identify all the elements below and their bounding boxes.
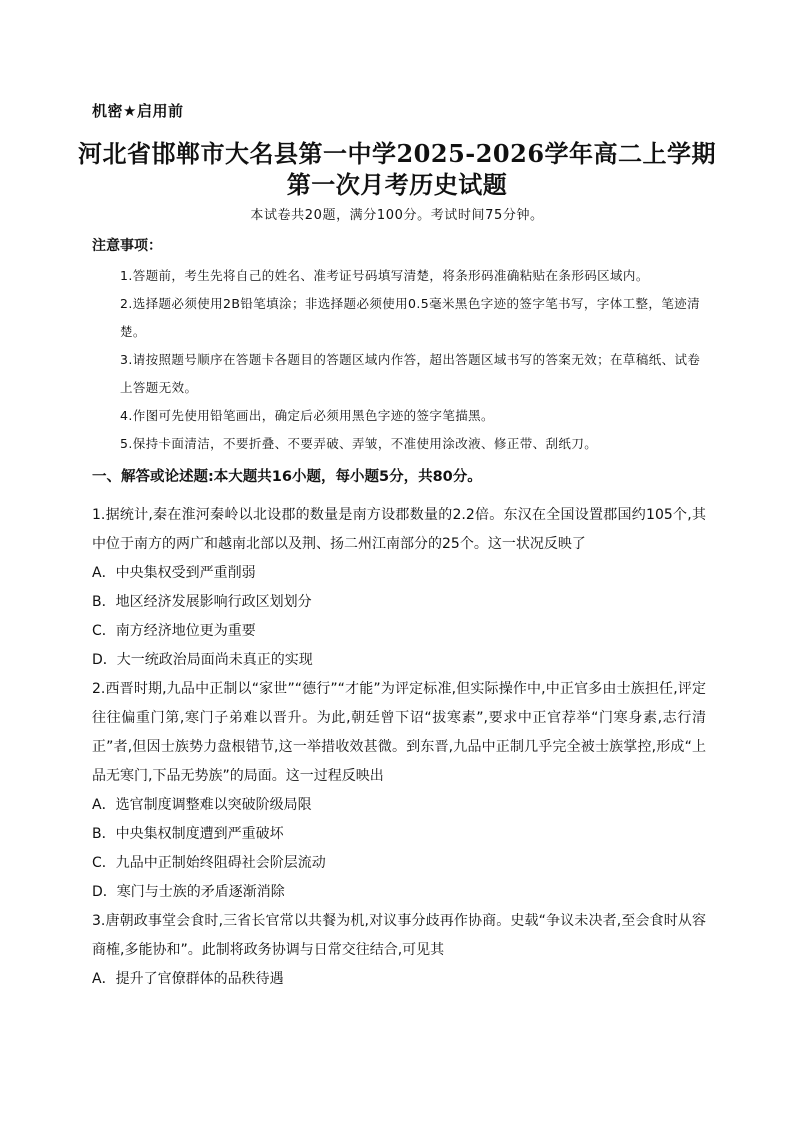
confidential-label: 机密★启用前 bbox=[92, 102, 184, 120]
question-stem: 3.唐朝政事堂会食时,三省长官常以共餐为机,对议事分歧再作协商。史载“争议未决者,至会食时从容商榷,多能协和”。此制将政务协调与日常交往结合,可见其 bbox=[92, 913, 706, 958]
option-d: D．大一统政治局面尚未真正的实现 bbox=[92, 652, 313, 668]
option-b: B．中央集权制度遭到严重破坏 bbox=[92, 826, 284, 842]
notice-item: 1.答题前，考生先将自己的姓名、准考证号码填写清楚，将条形码准确粘贴在条形码区域内。 bbox=[120, 268, 649, 283]
question-list bbox=[92, 501, 706, 994]
question-1 bbox=[92, 501, 706, 675]
exam-info: 本试卷共20题，满分100分。考试时间75分钟。 bbox=[250, 208, 544, 223]
exam-title-line2: 第一次月考历史试题 bbox=[286, 170, 508, 199]
notice-item: 3.请按照题号顺序在答题卡各题目的答题区域内作答，超出答题区域书写的答案无效；在草稿纸、试卷上答题无效。 bbox=[120, 352, 701, 395]
question-stem: 1.据统计,秦在淮河秦岭以北设郡的数量是南方设郡数量的2.2倍。东汉在全国设置郡国约105个,其中位于南方的两广和越南北部以及荆、扬二州江南部分的25个。这一状况反映了 bbox=[92, 507, 706, 552]
notice-list bbox=[120, 262, 703, 458]
option-b: B．地区经济发展影响行政区划划分 bbox=[92, 594, 312, 610]
question-2 bbox=[92, 675, 706, 907]
notice-item: 5.保持卡面清洁，不要折叠、不要弄破、弄皱，不准使用涂改液、修正带、刮纸刀。 bbox=[120, 436, 598, 451]
question-3 bbox=[92, 907, 706, 994]
notice-item: 2.选择题必须使用2B铅笔填涂；非选择题必须使用0.5毫米黑色字迹的签字笔书写，字体工整，笔迹清楚。 bbox=[120, 296, 701, 339]
option-c: C．南方经济地位更为重要 bbox=[92, 623, 256, 639]
notice-item: 4.作图可先使用铅笔画出，确定后必须用黑色字迹的签字笔描黑。 bbox=[120, 408, 494, 423]
section-heading: 一、解答或论述题:本大题共16小题，每小题5分，共80分。 bbox=[92, 469, 482, 485]
option-d: D．寒门与士族的矛盾逐渐消除 bbox=[92, 884, 285, 900]
option-a: A．提升了官僚群体的品秩待遇 bbox=[92, 971, 284, 987]
option-a: A．选官制度调整难以突破阶级局限 bbox=[92, 797, 312, 813]
exam-title-line1: 河北省邯郸市大名县第一中学2025-2026学年高二上学期 bbox=[77, 139, 717, 168]
option-a: A．中央集权受到严重削弱 bbox=[92, 565, 256, 581]
question-stem: 2.西晋时期,九品中正制以“家世”“德行”“才能”为评定标准,但实际操作中,中正官多由士族担任,评定往往偏重门第,寒门子弟难以晋升。为此,朝廷曾下诏“拔寒素”,要求中正官荐举“门寒身素,志行清正”者,但因士族势力盘根错节,这一举措收效甚微。到东晋,九品中正制几乎完全被士族掌控,形成“上品无寒门,下品无势族”的局面。这一过程反映出 bbox=[92, 681, 706, 784]
option-c: C．九品中正制始终阻碍社会阶层流动 bbox=[92, 855, 326, 871]
notice-heading: 注意事项： bbox=[92, 238, 162, 254]
